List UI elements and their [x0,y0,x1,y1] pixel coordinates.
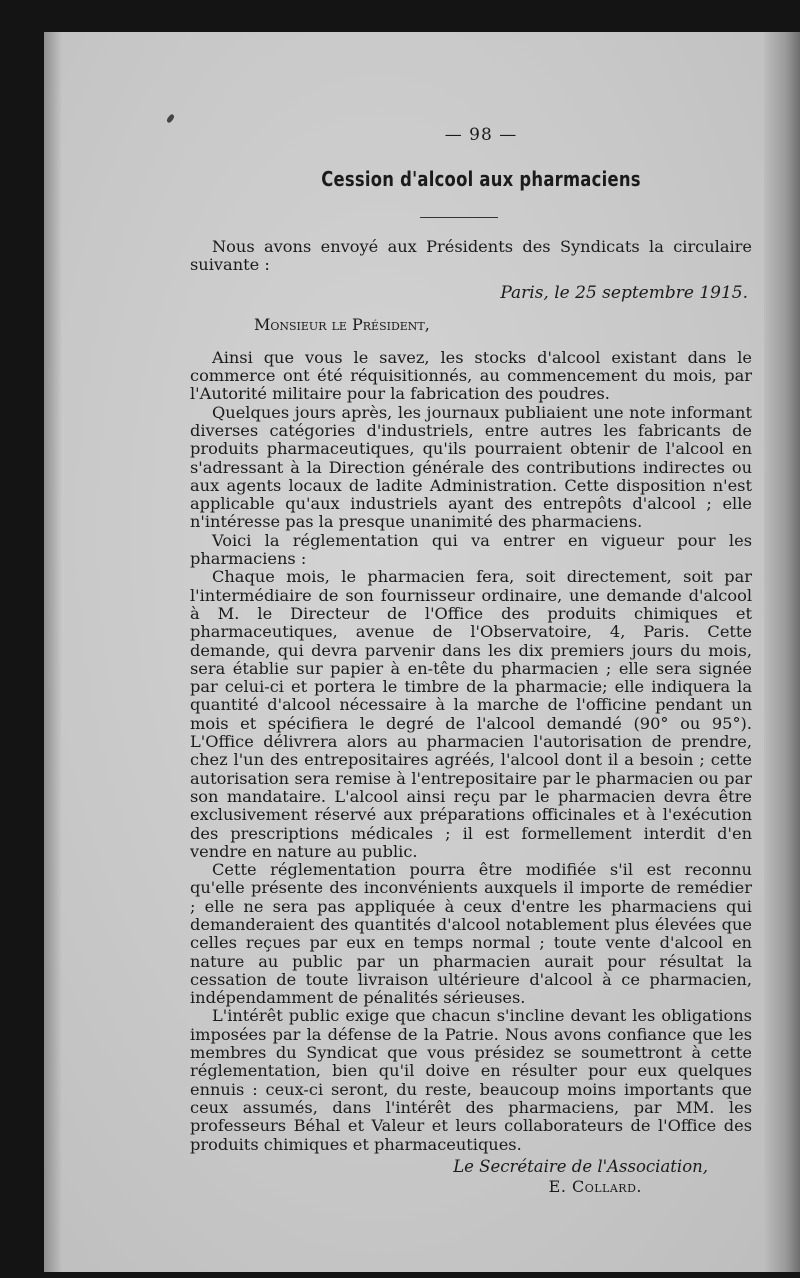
page-right-edge [764,32,800,1272]
intro-paragraph: Nous avons envoyé aux Présidents des Syndicats la circulaire suivante : [190,236,752,274]
paragraph-2: Quelques jours après, les journaux publiaient une note informant diverses catégories d'industriels, entre autres les fabricants de produits pharmaceutiques, qu'ils pourraient obtenir de l'alcool en s'adressant à la Direction générale des contributions indirectes ou aux agents locaux de ladite Administration. Cette disposition n'est applicable qu'aux industriels ayant des entrepôts d'alcool ; elle n'intéresse pas la presque unanimité des pharmaciens. [190,402,752,532]
paragraph-1: Ainsi que vous le savez, les stocks d'alcool existant dans le commerce ont été réquisitionnés, au commencement du mois, par l'Autorité militaire pour la fabrication des poudres. [190,347,752,404]
salutation: Monsieur le Président, [254,315,430,335]
title-rule [420,217,498,218]
paragraph-6: L'intérêt public exige que chacun s'incline devant les obligations imposées par la défense de la Patrie. Nous avons confiance que les membres du Syndicat que vous présidez se soumettront à cette réglementation, bien qu'il doive en résulter pour eux quelques ennuis : ceux-ci seront, du reste, beaucoup moins importants que ceux assumés, dans l'intérêt des pharmaciens, par MM. les professeurs Béhal et Valeur et leurs collaborateurs de l'Office des produits chimiques et pharmaceutiques. [190,1006,752,1154]
paragraph-4: Chaque mois, le pharmacien fera, soit directement, soit par l'intermédiaire de son fournisseur ordinaire, une demande d'alcool à M. le Directeur de l'Office des produits chimiques et pharmaceutiques, avenue de l'Observatoire, 4, Paris. Cette demande, qui devra parvenir dans les dix premiers jours du mois, sera établie sur papier à en-tête du pharmacien ; elle sera signée par celui-ci et portera le timbre de la pharmacie; elle indiquera la quantité d'alcool nécessaire à la marche de l'officine pendant un mois et spécifiera le degré de l'alcool demandé (90° ou 95°). L'Office délivrera alors au pharmacien l'autorisation de prendre, chez l'un des entrepositaires agréés, l'alcool dont il a besoin ; cette autorisation sera remise à l'entrepositaire par le pharmacien ou par son mandataire. L'alcool ainsi reçu par le pharmacien devra être exclusivement réservé aux préparations officinales et à l'exécution des prescriptions médicales ; il est formellement interdit d'en vendre en nature au public. [190,567,752,861]
paragraph-3: Voici la réglementation qui va entrer en vigueur pour les pharmaciens : [190,530,752,569]
article-title: Cession d'alcool aux pharmaciens [321,167,641,192]
dateline: Paris, le 25 septembre 1915. [500,283,748,304]
document-body [190,120,752,1196]
signature-name: E. Collard. [548,1177,642,1197]
paragraph-5: Cette réglementation pourra être modifiée s'il est reconnu qu'elle présente des inconvénients auxquels il importe de remédier ; elle ne sera pas appliquée à ceux d'entre les pharmaciens qui demanderaient des quantités d'alcool notablement plus élevées que celles reçues par eux en temps normal ; toute vente d'alcool en nature au public par un pharmacien aurait pour résultat la cessation de toute livraison ultérieure d'alcool à ce pharmacien, indépendamment de pénalités sérieuses. [190,860,752,1008]
signature-role: Le Secrétaire de l'Association, [453,1156,708,1176]
page-number: — 98 — [444,125,518,145]
page-gutter-shadow [44,32,62,1272]
